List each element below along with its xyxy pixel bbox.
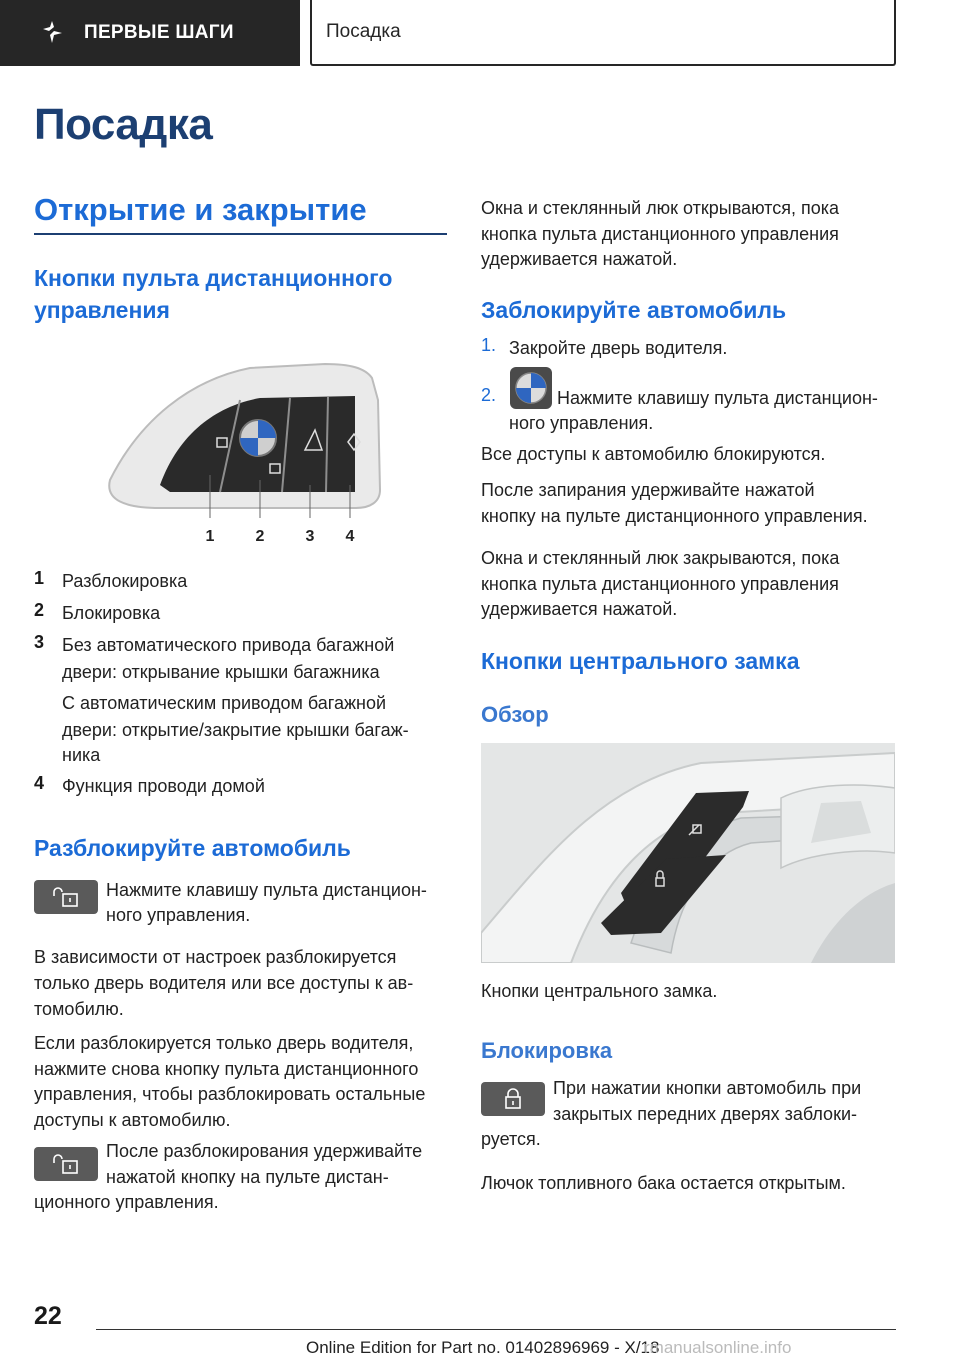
- key-label-2: 2: [255, 528, 265, 545]
- step-text-2b: ного управления.: [509, 413, 654, 433]
- step-num-2: 2.: [481, 385, 497, 405]
- central-lock-buttons-illustration: [481, 743, 895, 963]
- lock-button-graphic: [481, 1082, 545, 1116]
- locking-p-c: руется.: [481, 1129, 541, 1149]
- topic-label: Посадка: [326, 21, 401, 42]
- legend-text-3b: двери: открывание крышки багажника: [62, 662, 380, 682]
- key-fob-illustration: [100, 360, 390, 550]
- step-num-1: 1.: [481, 335, 497, 355]
- unlock-button-graphic: [34, 880, 98, 914]
- unlock-p4c: ционного управления.: [34, 1192, 219, 1212]
- legend-num-1: 1: [34, 568, 45, 588]
- bmw-remote-button-icon: [509, 366, 553, 410]
- close-p-b: кнопка пульта дистанционного управления: [481, 574, 839, 594]
- step-text-1: Закройте дверь водителя.: [509, 338, 728, 358]
- locking-p-b: закрытых передних дверях заблоки-: [553, 1104, 857, 1124]
- unlock-p2b: только дверь водителя или все доступы к ав-: [34, 973, 414, 993]
- footer-rule: [96, 1329, 896, 1330]
- legend-num-4: 4: [34, 773, 45, 793]
- locking-p-a: При нажатии кнопки автомобиль при: [553, 1078, 862, 1098]
- step-text-2a: Нажмите клавишу пульта дистанцион-: [557, 388, 878, 408]
- heading-overview: Обзор: [481, 702, 549, 727]
- heading-central-lock: Кнопки центрального замка: [481, 648, 800, 674]
- unlock-p2a: В зависимости от настроек разблокируется: [34, 947, 397, 967]
- windows-p-a: Окна и стеклянный люк открываются, пока: [481, 198, 840, 218]
- legend-text-3a: Без автоматического привода багажной: [62, 635, 395, 655]
- unlock-p4b: нажатой кнопку на пульте дистан-: [106, 1167, 389, 1187]
- close-p-a: Окна и стеклянный люк закрываются, пока: [481, 548, 840, 568]
- section-label: ПЕРВЫЕ ШАГИ: [84, 22, 234, 43]
- key-label-4: 4: [345, 528, 355, 545]
- edition-text: Online Edition for Part no. 01402896969 - X/18: [306, 1338, 660, 1357]
- unlock-p1b: ного управления.: [106, 905, 251, 925]
- legend-text-3d: двери: открытие/закрытие крышки багаж-: [62, 720, 409, 740]
- unlock-p3c: управления, чтобы разблокировать остальные: [34, 1084, 426, 1104]
- unlock-p3d: доступы к автомобилю.: [34, 1110, 231, 1130]
- key-label-1: 1: [205, 528, 215, 545]
- watermark-text: rmanualsonline.info: [644, 1338, 792, 1357]
- legend-text-4: Функция проводи домой: [62, 776, 265, 796]
- page-number: 22: [34, 1302, 62, 1330]
- lock-icon: [498, 1088, 528, 1110]
- unlock-hold-button-graphic: [34, 1147, 98, 1181]
- fuel-flap-p: Лючок топливного бака остается открытым.: [481, 1173, 846, 1193]
- after-lock-p-a: После запирания удерживайте нажатой: [481, 480, 815, 500]
- unlock-p3a: Если разблокируется только дверь водителя,: [34, 1033, 414, 1053]
- unlock-p3b: нажмите снова кнопку пульта дистанционного: [34, 1059, 419, 1079]
- heading-open-close: Открытие и закрытие: [34, 192, 367, 227]
- heading-remote-buttons: Кнопки пульта дистанционного управления: [34, 265, 393, 323]
- section-tab: [0, 0, 300, 66]
- topic-tab: [310, 0, 896, 66]
- legend-text-3e: ника: [62, 745, 101, 765]
- legend-text-1: Разблокировка: [62, 571, 188, 591]
- key-label-3: 3: [305, 528, 315, 545]
- after-lock-p-b: кнопку на пульте дистанционного управления.: [481, 506, 868, 526]
- unlock-p1a: Нажмите клавишу пульта дистанцион-: [106, 880, 427, 900]
- legend-text-2: Блокировка: [62, 603, 161, 623]
- legend-num-3: 3: [34, 632, 45, 652]
- unlock-icon: [51, 1153, 81, 1175]
- unlock-p4a: После разблокирования удерживайте: [106, 1141, 423, 1161]
- close-p-c: удерживается нажатой.: [481, 599, 678, 619]
- legend-text-3c: С автоматическим приводом багажной: [62, 693, 387, 713]
- heading-unlock: Разблокируйте автомобиль: [34, 835, 351, 861]
- heading-lock-car: Заблокируйте автомобиль: [481, 297, 787, 323]
- heading-rule: [34, 233, 447, 235]
- all-locked-p: Все доступы к автомобилю блокируются.: [481, 444, 826, 464]
- illustration-caption: Кнопки центрального замка.: [481, 981, 718, 1001]
- page-title: Посадка: [34, 100, 213, 149]
- unlock-icon: [51, 886, 81, 908]
- heading-locking: Блокировка: [481, 1038, 613, 1063]
- sparkle-icon: [40, 21, 64, 45]
- windows-p-b: кнопка пульта дистанционного управления: [481, 224, 839, 244]
- unlock-p2c: томобилю.: [34, 999, 124, 1019]
- windows-p-c: удерживается нажатой.: [481, 249, 678, 269]
- legend-num-2: 2: [34, 600, 45, 620]
